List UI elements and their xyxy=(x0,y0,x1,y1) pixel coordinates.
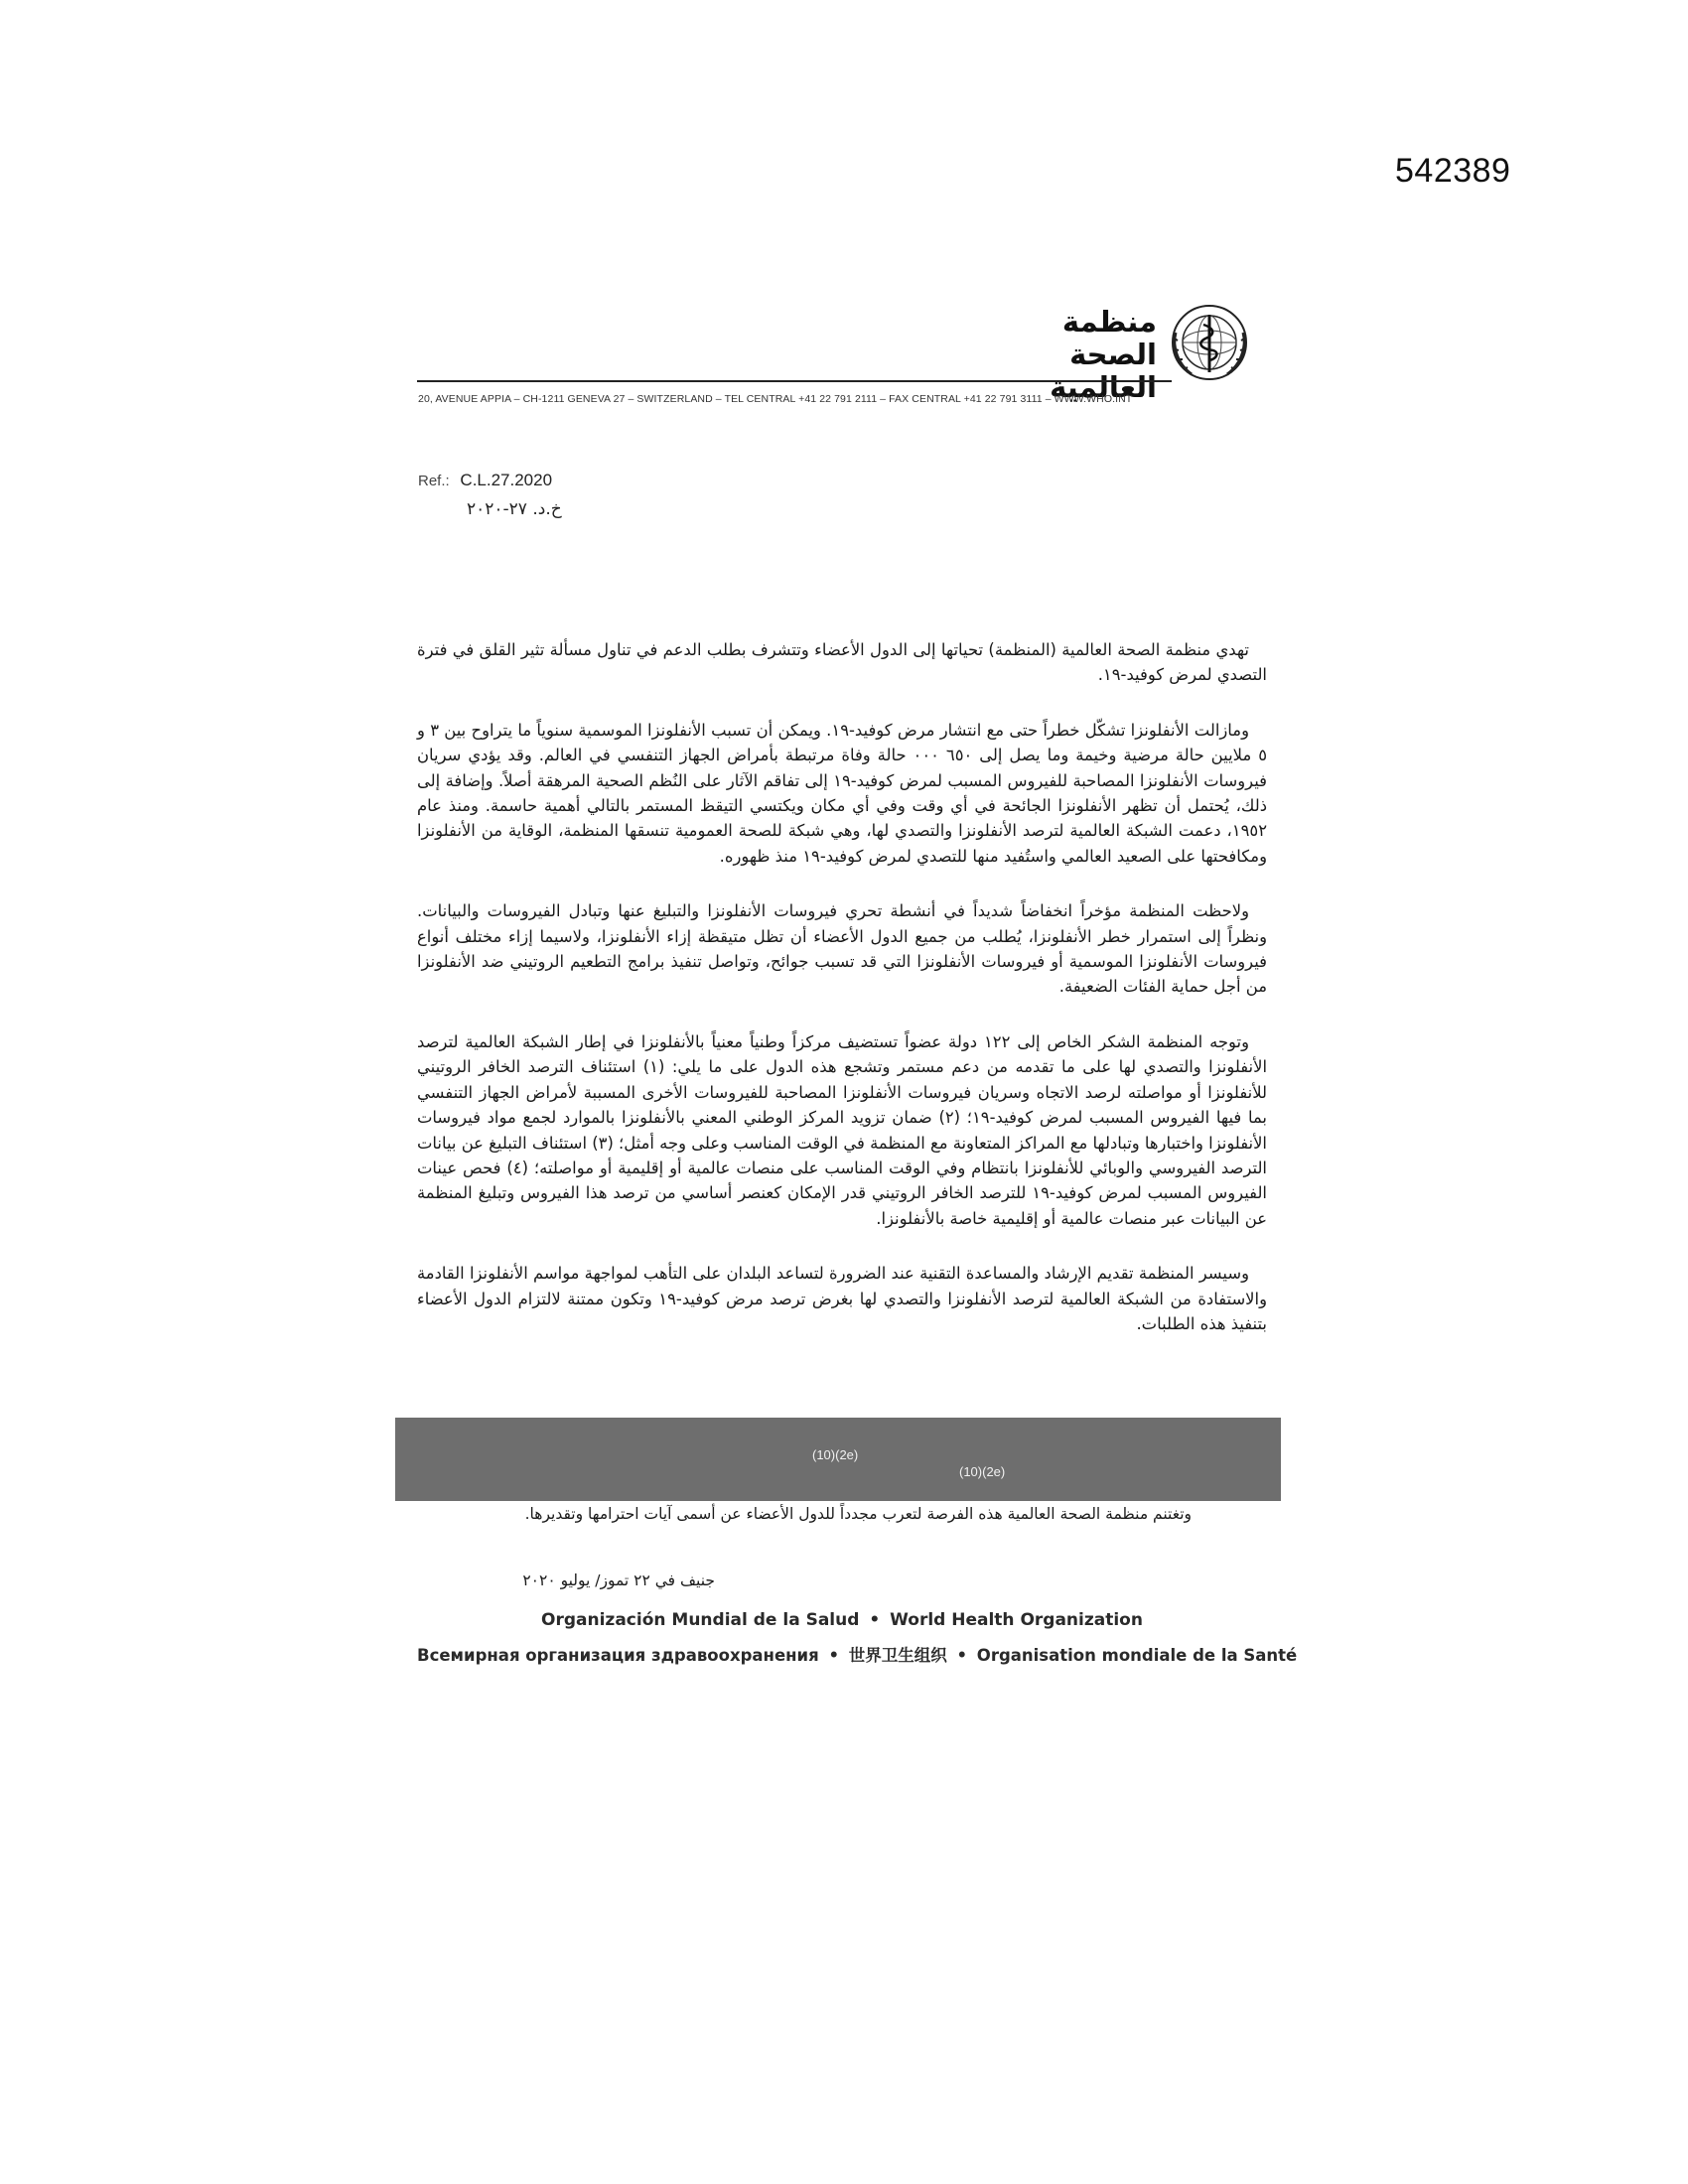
letter-body xyxy=(417,637,1267,1366)
reference-number: C.L.27.2020 xyxy=(460,471,553,489)
footer-separator: • xyxy=(869,1610,881,1630)
closing-statement: وتغتنم منظمة الصحة العالمية هذه الفرصة لتعرب مجدداً للدول الأعضاء عن أسمى آيات احترامها وتقديرها. xyxy=(524,1505,1192,1523)
footer-name-chinese: 世界卫生组织 xyxy=(848,1646,947,1665)
date-line: جنيف في ٢٢ تموز/ يوليو ٢٠٢٠ xyxy=(522,1571,715,1589)
footer-separator: • xyxy=(956,1646,968,1665)
footer-line-1 xyxy=(417,1610,1267,1630)
paragraph-5: وسيسر المنظمة تقديم الإرشاد والمساعدة التقنية عند الضرورة لتساعد البلدان على التأهب لمواجهة مواسم الأنفلونزا القادمة والاستفادة من الشبكة العالمية لترصد الأنفلونزا والتصدي لها بغرض ترصد مرض كوفيد-١٩ وتكون ممتنة لالتزام الدول الأعضاء بتنفيذ هذه الطلبات. xyxy=(417,1264,1267,1333)
who-emblem-icon xyxy=(1170,303,1249,382)
paragraph-2: ومازالت الأنفلونزا تشكّل خطراً حتى مع انتشار مرض كوفيد-١٩. ويمكن أن تسبب الأنفلونزا الموسمية سنوياً ما يتراوح بين ٣ و ٥ ملايين حالة مرضية وخيمة وما يصل إلى ٦٥٠ ٠٠٠ حالة وفاة مرتبطة بأمراض الجهاز التنفسي في العالم. وقد يؤدي سريان فيروسات الأنفلونزا المصاحبة للفيروس المسبب لمرض كوفيد-١٩ إلى تفاقم الآثار على النُظم الصحية المرهقة أصلاً. وإضافة إلى ذلك، يُحتمل أن تظهر الأنفلونزا الجائحة في أي وقت وفي أي مكان ويكتسي التيقظ المستمر بالتالي أهمية حاسمة. ومنذ عام ١٩٥٢، دعمت الشبكة العالمية لترصد الأنفلونزا والتصدي لها، وهي شبكة للصحة العمومية تنسقها المنظمة، الوقاية من الأنفلونزا ومكافحتها على الصعيد العالمي واستُفيد منها للتصدي لمرض كوفيد-١٩ منذ ظهوره. xyxy=(417,720,1267,866)
header-rule xyxy=(417,380,1172,382)
reference-block xyxy=(418,471,552,490)
footer-separator: • xyxy=(828,1646,839,1665)
org-name-line1: منظمة xyxy=(1061,305,1157,339)
document-id: 542389 xyxy=(1395,152,1511,190)
redaction-label: (10)(2e) xyxy=(959,1464,1006,1479)
address-line: 20, AVENUE APPIA – CH-1211 GENEVA 27 – SWITZERLAND – TEL CENTRAL +41 22 791 2111 – FAX CENTRAL +41 22 791 3111 – WWW.WHO.INT xyxy=(418,393,1133,405)
reference-arabic: خ.د. ٢٧-٢٠٢٠ xyxy=(467,499,562,519)
redaction-box xyxy=(395,1418,1281,1501)
org-name-line2: الصحة العالمية xyxy=(1050,338,1157,404)
paragraph-3: ولاحظت المنظمة مؤخراً انخفاضاً شديداً في أنشطة تحري فيروسات الأنفلونزا والتبليغ عنها وتبادل الفيروسات والبيانات. ونظراً إلى استمرار خطر الأنفلونزا، يُطلب من جميع الدول الأعضاء أن تظل متيقظة إزاء الأنفلونزا، ولاسيما إزاء مختلف أنواع فيروسات الأنفلونزا الموسمية أو فيروسات الأنفلونزا التي قد تسبب جوائح، وتواصل تنفيذ برامج التطعيم الروتيني ضد الأنفلونزا من أجل حماية الفئات الضعيفة. xyxy=(417,901,1267,997)
footer-name-russian: Всемирная организация здравоохранения xyxy=(417,1646,819,1665)
footer-name-english: World Health Organization xyxy=(890,1610,1143,1630)
reference-label: Ref.: xyxy=(418,473,450,489)
redaction-label: (10)(2e) xyxy=(812,1447,859,1462)
footer-name-spanish: Organización Mundial de la Salud xyxy=(541,1610,860,1630)
footer-name-french: Organisation mondiale de la Santé xyxy=(976,1646,1298,1665)
paragraph-4: وتوجه المنظمة الشكر الخاص إلى ١٢٢ دولة عضواً تستضيف مركزاً وطنياً معنياً بالأنفلونزا في إطار الشبكة العالمية لترصد الأنفلونزا والتصدي لها على ما تقدمه من دعم مستمر وتشجع هذه الدول على ما يلي: (١) استئناف الترصد الخافر الروتيني للأنفلونزا أو مواصلته لرصد الاتجاه وسريان فيروسات الأنفلونزا المصاحبة للفيروسات الأخرى المسببة لأمراض الجهاز التنفسي بما فيها الفيروس المسبب لمرض كوفيد-١٩؛ (٢) ضمان تزويد المركز الوطني المعني بالأنفلونزا بالموارد لجمع مواد فيروسات الأنفلونزا واختبارها وتبادلها مع المراكز المتعاونة مع المنظمة في الوقت المناسب وعلى وجه أمثل؛ (٣) استئناف التبليغ عن بيانات الترصد الفيروسي والوبائي للأنفلونزا بانتظام وفي الوقت المناسب على منصات عالمية أو إقليمية أو مواصلته؛ (٤) فحص عينات الفيروس المسبب لمرض كوفيد-١٩ للترصد الخافر الروتيني قدر الإمكان كعنصر أساسي من ترصد هذا الفيروس وتبليغ المنظمة عن البيانات عبر منصات عالمية أو إقليمية خاصة بالأنفلونزا. xyxy=(417,1031,1267,1228)
organization-name xyxy=(978,306,1157,404)
paragraph-1: تهدي منظمة الصحة العالمية (المنظمة) تحياتها إلى الدول الأعضاء وتتشرف بطلب الدعم في تناول مسألة تثير القلق في فترة التصدي لمرض كوفيد-١٩. xyxy=(417,640,1267,685)
footer-line-2 xyxy=(417,1642,1298,1666)
